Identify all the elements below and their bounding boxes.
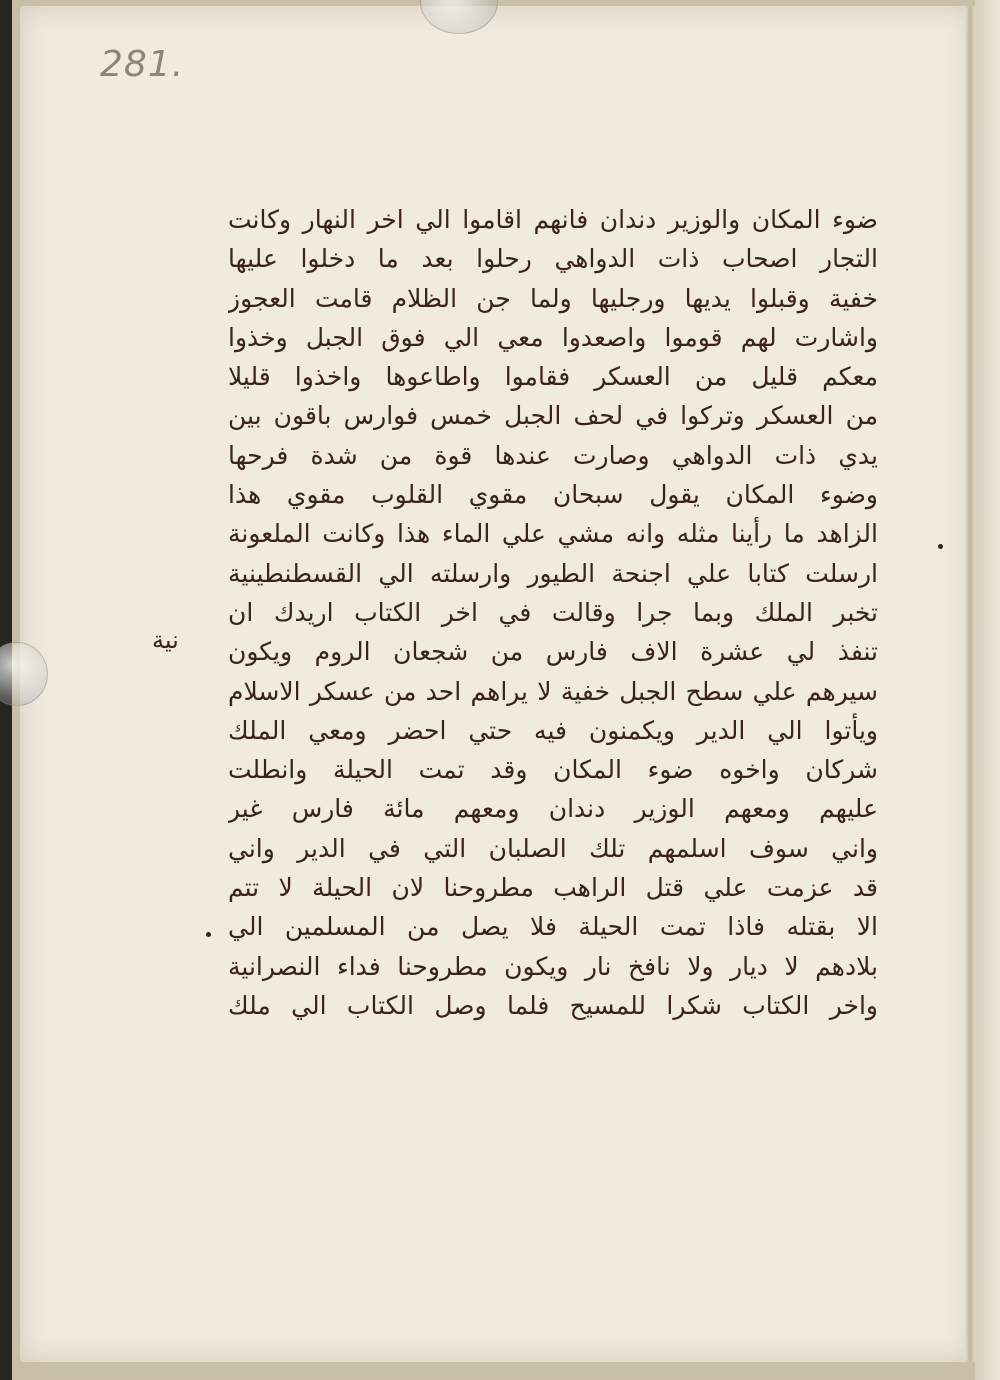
text-line: ارسلت كتابا علي اجنحة الطيور وارسلته الي القسطنطينية (228, 558, 878, 588)
ink-spot (938, 544, 943, 549)
text-line: الزاهد ما رأينا مثله وانه مشي علي الماء هذا وكانت الملعونة (228, 519, 878, 549)
facing-page-edge (975, 0, 1000, 1380)
text-line: واني سوف اسلمهم تلك الصلبان التي في الدير واني (228, 833, 878, 863)
margin-note: نية (152, 626, 179, 654)
page-gutter (965, 6, 975, 1362)
text-line: معكم قليل من العسكر فقاموا واطاعوها واخذوا قليلا (228, 362, 878, 392)
text-line: الا بقتله فاذا تمت الحيلة فلا يصل من المسلمين الي (228, 912, 878, 942)
text-line: التجار اصحاب ذات الدواهي رحلوا بعد ما دخلوا عليها (228, 244, 878, 274)
text-line: تخبر الملك وبما جرا وقالت في اخر الكتاب اريدك ان (228, 597, 878, 627)
text-line: يدي ذات الدواهي وصارت عندها قوة من شدة فرحها (228, 440, 878, 470)
text-line: شركان واخوه ضوء المكان وقد تمت الحيلة وانطلت (228, 755, 878, 785)
text-line: ويأتوا الي الدير ويكمنون فيه حتي احضر ومعي الملك (228, 715, 878, 745)
text-line: عليهم ومعهم الوزير دندان ومعهم مائة فارس غير (228, 794, 878, 824)
text-line: خفية وقبلوا يديها ورجليها ولما جن الظلام قامت العجوز (228, 283, 878, 313)
text-line: قد عزمت علي قتل الراهب مطروحنا لان الحيلة لا تتم (228, 873, 878, 903)
ink-spot (206, 932, 211, 937)
text-line: وضوء المكان يقول سبحان مقوي القلوب مقوي هذا (228, 480, 878, 510)
text-line: من العسكر وتركوا في لحف الجبل خمس فوارس باقون بين (228, 401, 878, 431)
text-line: واشارت لهم قوموا واصعدوا معي الي فوق الجبل وخذوا (228, 322, 878, 352)
folio-number: 281. (100, 44, 185, 85)
text-line: ضوء المكان والوزير دندان فانهم اقاموا الي اخر النهار وكانت (228, 205, 878, 234)
text-line: بلادهم لا ديار ولا نافخ نار ويكون مطروحنا فداء النصرانية (228, 951, 878, 981)
text-line: تنفذ لي عشرة الاف فارس من شجعان الروم ويكون (228, 637, 878, 667)
text-line: واخر الكتاب شكرا للمسيح فلما وصل الكتاب الي ملك (228, 990, 878, 1020)
manuscript-text (228, 200, 878, 1025)
text-line: سيرهم علي سطح الجبل خفية لا يراهم احد من عسكر الاسلام (228, 676, 878, 706)
